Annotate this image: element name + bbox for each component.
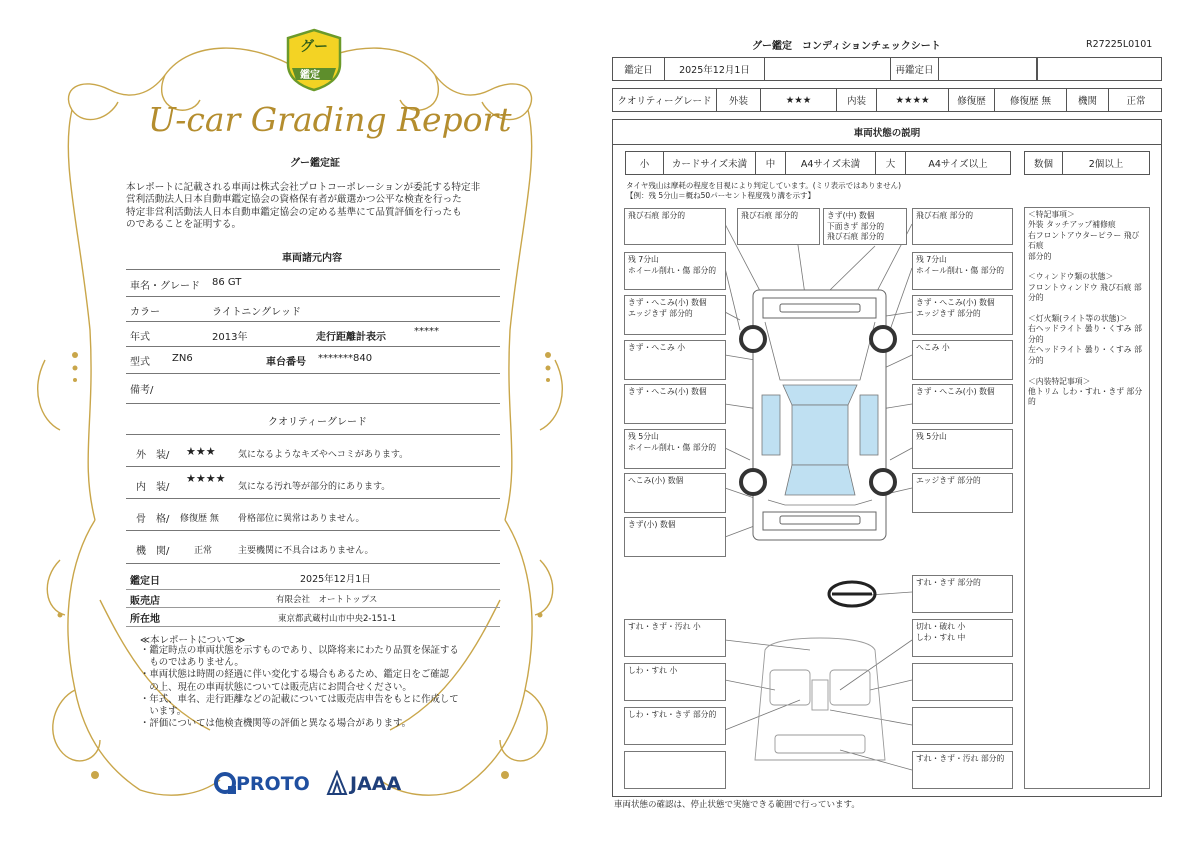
condition-box-left-1: 残 7分山 ホイール削れ・傷 部分的	[624, 252, 726, 290]
tire-note-1: タイヤ残山は摩耗の程度を目視により判定しています。(ミリ表示ではありません)	[626, 181, 902, 190]
engine-value: 正常	[194, 546, 213, 556]
jaaa-logo-text: JAAA	[350, 773, 402, 795]
color-label: カラー	[130, 307, 160, 318]
divider	[126, 563, 500, 564]
condition-box-left-6: へこみ(小) 数個	[624, 473, 726, 513]
year-value: 2013年	[212, 332, 248, 343]
date-label: 鑑定日	[130, 576, 160, 587]
quality-row-label: クオリティーグレード	[613, 89, 717, 111]
condition-box-right-6: エッジきず 部分的	[912, 473, 1013, 513]
divider	[126, 269, 500, 270]
size-mid: 中	[756, 152, 786, 174]
name-value: 86 GT	[212, 277, 242, 288]
divider	[126, 373, 500, 374]
engine-label: 機 関/	[136, 546, 170, 557]
proto-logo-text: PROTO	[236, 773, 310, 795]
interior-box-left-1: すれ・きず・汚れ 小	[624, 619, 726, 657]
shop-label: 販売店	[130, 596, 160, 607]
size-large: 大	[876, 152, 906, 174]
note-line: ・年式、車名、走行距離などの記載については販売店申告をもとに作成して	[140, 693, 459, 705]
repair-label: 修復歴	[949, 89, 995, 111]
condition-box-left-3: きず・へこみ 小	[624, 340, 726, 380]
date-row-label: 鑑定日	[613, 58, 665, 80]
divider	[126, 607, 500, 608]
remarks-label: 備考/	[130, 385, 154, 396]
interior-label: 内 装/	[136, 482, 170, 493]
condition-box-front-left: 飛び石痕 部分的	[624, 208, 726, 245]
interior-box-right-4	[912, 707, 1013, 745]
cert-text: 本レポートに記載される車両は株式会社プロトコーポレーションが委託する特定非 営利活動法人日本自動車鑑定協会の資格保有者が厳選かつ公平な検査を行った 特定非営利活動法人日本自動車鑑定協会の定める基準にて品質評価を行ったも のであることを証明する。	[126, 182, 481, 231]
interior-stars: ★★★★	[186, 472, 226, 485]
frame-label: 骨 格/	[136, 514, 170, 525]
condition-check-sheet-page	[600, 0, 1200, 848]
address-value: 東京都武蔵村山市中央2-151-1	[278, 614, 397, 624]
notes-list	[140, 645, 490, 730]
count-label: 数個	[1025, 152, 1063, 174]
sheet-code: R27225L0101	[1086, 39, 1153, 50]
address-label: 所在地	[130, 614, 160, 625]
ext-label: 外装	[717, 89, 761, 111]
divider	[126, 296, 500, 297]
redate-label: 再鑑定日	[891, 58, 939, 80]
engine-value: 正常	[1126, 96, 1146, 107]
year-label: 年式	[130, 332, 150, 343]
script-title: U-car Grading Report	[148, 100, 512, 139]
condition-box-right-3: へこみ 小	[912, 340, 1013, 380]
size-small: 小	[626, 152, 664, 174]
exterior-desc: 気になるようなキズやヘコミがあります。	[238, 450, 409, 460]
color-value: ライトニングレッド	[212, 307, 301, 318]
exterior-stars: ★★★	[186, 445, 216, 458]
interior-box-right-1: すれ・きず 部分的	[912, 575, 1013, 613]
frame-desc: 骨格部位に異常はありません。	[238, 514, 365, 524]
divider	[126, 321, 500, 322]
repair-value: 修復歴 無	[995, 89, 1067, 111]
tire-note-2: 【例：残 5分山＝概ね50パーセント程度残り溝を示す】	[626, 191, 816, 200]
interior-box-left-4	[624, 751, 726, 789]
date-value: 2025年12月1日	[300, 574, 371, 585]
interior-box-right-2: 切れ・破れ 小 しわ・すれ 中	[912, 619, 1013, 657]
divider	[126, 434, 500, 435]
note-line: ・鑑定時点の車両状態を示すものであり、以降将来にわたり品質を保証する	[140, 645, 459, 656]
quality-heading: クオリティーグレード	[268, 417, 367, 428]
condition-box-left-4: きず・へこみ(小) 数個	[624, 384, 726, 424]
size-small-desc: カードサイズ未満	[664, 152, 756, 174]
notes-heading: ≪本レポートについて≫	[140, 635, 246, 646]
size-large-desc: A4サイズ以上	[928, 159, 988, 170]
mileage-label: 走行距離計表示	[316, 332, 386, 343]
engine-label: 機関	[1067, 89, 1109, 111]
condition-box-front-center-2: きず(中) 数個 下面きず 部分的 飛び石痕 部分的	[823, 208, 907, 245]
condition-box-front-right: 飛び石痕 部分的	[912, 208, 1013, 245]
divider	[126, 498, 500, 499]
ext-value: ★★★	[761, 89, 837, 111]
sheet-footer: 車両状態の確認は、停止状態で実施できる範囲で行っています。	[614, 800, 860, 810]
shop-value: 有限会社 オートトップス	[276, 595, 378, 605]
interior-box-right-3	[912, 663, 1013, 701]
jaaa-logo-icon	[326, 770, 348, 796]
special-notes-box: ＜特記事項＞ 外装 タッチアップ補修痕 右フロントアウターピラー 飛び石痕 部分的 ＜ウィンドウ類の状態＞ フロントウィンドウ 飛び石痕 部分的 ＜灯火類(ライト等の状態)＞ 右ヘッドライト 曇り・くすみ 部分的 左ヘッドライト 曇り・くすみ 部分的 ＜内装特記事項＞ 他トリム しわ・すれ・きず 部分的	[1024, 207, 1150, 789]
chassis-label: 車台番号	[266, 357, 306, 368]
divider	[126, 530, 500, 531]
condition-box-right-5: 残 5分山	[912, 429, 1013, 469]
name-label: 車名・グレード	[130, 281, 200, 292]
note-line: ものではありません。	[140, 657, 244, 669]
frame-value: 修復歴 無	[180, 514, 219, 524]
chassis-value: *******840	[318, 353, 373, 364]
spec-heading: 車両諸元内容	[282, 253, 342, 264]
condition-box-right-2: きず・へこみ(小) 数個 エッジきず 部分的	[912, 295, 1013, 335]
exterior-label: 外 装/	[136, 450, 170, 461]
note-line: ・評価については他検査機関等の評価と異なる場合があります。	[140, 718, 411, 730]
engine-desc: 主要機関に不具合はありません。	[238, 546, 374, 556]
condition-box-left-5: 残 5分山 ホイール削れ・傷 部分的	[624, 429, 726, 469]
condition-box-right-1: 残 7分山 ホイール削れ・傷 部分的	[912, 252, 1013, 290]
section-title: 車両状態の説明	[853, 128, 921, 139]
date-row-value: 2025年12月1日	[665, 58, 765, 80]
note-line: の上、現在の車両状態については販売店にお問合せください。	[140, 681, 412, 693]
count-value: 2個以上	[1088, 159, 1124, 170]
condition-box-front-center-1: 飛び石痕 部分的	[737, 208, 820, 245]
divider	[126, 466, 500, 467]
interior-box-left-2: しわ・すれ 小	[624, 663, 726, 701]
badge-top-text: グー	[300, 39, 328, 55]
condition-box-left-2: きず・へこみ(小) 数個 エッジきず 部分的	[624, 295, 726, 335]
model-label: 型式	[130, 357, 150, 368]
divider	[126, 589, 500, 590]
interior-box-left-3: しわ・すれ・きず 部分的	[624, 707, 726, 745]
sheet-title: グー鑑定 コンディションチェックシート	[752, 41, 941, 52]
note-line: ・車両状態は時間の経過に伴い変化する場合もあるため、鑑定日をご確認	[140, 669, 450, 681]
divider	[126, 403, 500, 404]
int-value: ★★★★	[877, 89, 949, 111]
cert-heading: グー鑑定証	[290, 158, 340, 169]
size-mid-desc: A4サイズ未満	[786, 152, 876, 174]
divider	[126, 626, 500, 627]
interior-box-right-5: すれ・きず・汚れ 部分的	[912, 751, 1013, 789]
divider	[126, 346, 500, 347]
int-label: 内装	[837, 89, 877, 111]
model-value: ZN6	[172, 353, 193, 364]
note-line: います。	[140, 706, 187, 718]
interior-desc: 気になる汚れ等が部分的にあります。	[238, 482, 391, 492]
proto-logo-icon	[214, 772, 238, 796]
badge-bottom-text: 鑑定	[300, 70, 320, 81]
mileage-value: *****	[414, 326, 439, 337]
condition-box-right-4: きず・へこみ(小) 数個	[912, 384, 1013, 424]
condition-box-left-7: きず(小) 数個	[624, 517, 726, 557]
